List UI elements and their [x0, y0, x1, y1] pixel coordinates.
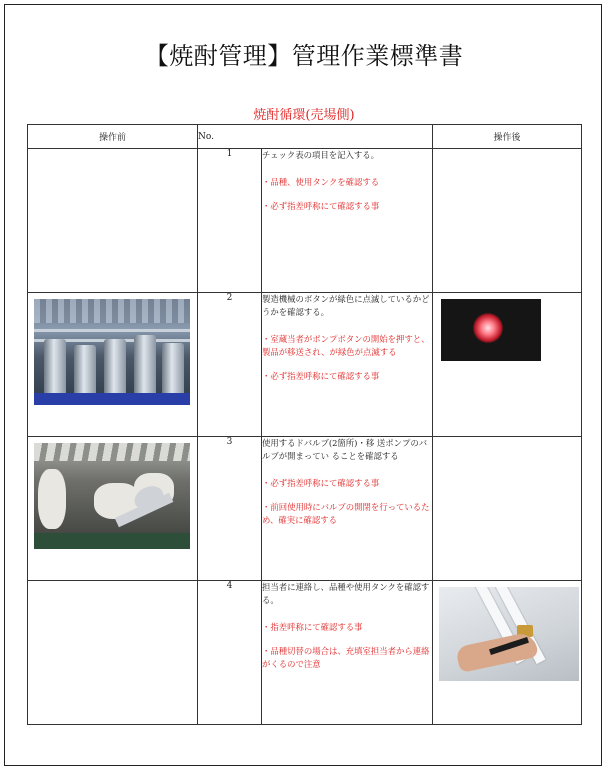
- after-cell: [433, 149, 582, 293]
- step-note: ・必ず指差呼称にて確認する事: [262, 478, 380, 488]
- after-cell: [433, 581, 582, 725]
- before-cell: [28, 149, 198, 293]
- step-instruction: 使用するドバルブ(2箇所)・移 送ポンプのバルブが開まってい ることを確認する: [262, 438, 428, 461]
- step-instruction: チェック表の項目を記入する。: [262, 150, 379, 160]
- table-row: [28, 581, 582, 725]
- step-note: ・必ず指差呼称にて確認する事: [262, 371, 380, 381]
- step-description: [262, 149, 433, 293]
- step-number: 4: [198, 581, 262, 725]
- header-before: 操作前: [28, 125, 198, 149]
- step-description: [262, 293, 433, 437]
- after-cell: [433, 437, 582, 581]
- red-lamp-photo: [441, 299, 541, 361]
- step-description: [262, 581, 433, 725]
- step-note: ・品種、使用タンクを確認する: [262, 177, 380, 187]
- step-note: ・室蔵当者がポンプボタンの開始を押すと、製品が移送され、が緑色が点滅する: [262, 334, 430, 357]
- step-note: ・指差呼称にて確認する事: [262, 622, 363, 632]
- table-row: [28, 149, 582, 293]
- step-number: 1: [198, 149, 262, 293]
- before-cell: [28, 293, 198, 437]
- page-subtitle: 焼酎循環(売場側): [253, 108, 355, 123]
- table-header-row: [28, 125, 582, 149]
- procedure-table: [27, 124, 582, 725]
- step-number: 2: [198, 293, 262, 437]
- table-row: [28, 437, 582, 581]
- table-row: [28, 293, 582, 437]
- step-note: ・前回使用時にバルブの開閉を行っているため、確実に確認する: [262, 502, 430, 525]
- step-note: ・品種切替の場合は、充填室担当者から連絡がくるので注意: [262, 646, 430, 669]
- header-after: 操作後: [433, 125, 582, 149]
- step-description: [262, 437, 433, 581]
- factory-tanks-photo: [34, 299, 190, 405]
- step-instruction: 製造機械のボタンが緑色に点滅しているかどうかを確認する。: [262, 294, 430, 317]
- header-no: No.: [198, 125, 433, 149]
- page-title: 【焼酎管理】管理作業標準書: [144, 42, 464, 70]
- valve-photo: [439, 587, 579, 681]
- step-instruction: 担当者に連絡し、品種や使用タンクを確認する。: [262, 582, 430, 605]
- after-cell: [433, 293, 582, 437]
- before-cell: [28, 581, 198, 725]
- before-cell: [28, 437, 198, 581]
- step-number: 3: [198, 437, 262, 581]
- step-note: ・必ず指差呼称にて確認する事: [262, 201, 380, 211]
- machine-photo: [34, 443, 190, 549]
